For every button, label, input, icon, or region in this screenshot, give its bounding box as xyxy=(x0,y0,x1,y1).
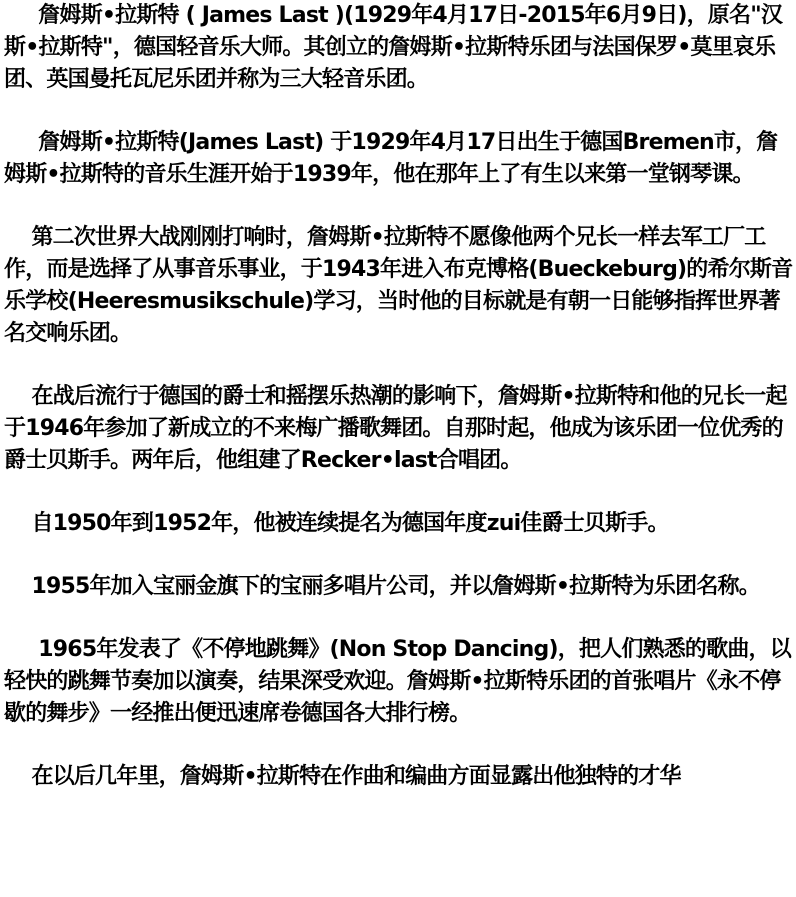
paragraph-postwar: 在战后流行于德国的爵士和摇摆乐热潮的影响下，詹姆斯•拉斯特和他的兄长一起于1946年参加了新成立的不来梅广播歌舞团。自那时起，他成为该乐团一位优秀的爵士贝斯手。两年后，他组建了Recker•last合唱团。 xyxy=(4,384,787,473)
paragraph-wartime: 第二次世界大战刚刚打响时，詹姆斯•拉斯特不愿像他两个兄长一样去军工厂工作，而是选择了从事音乐事业，于1943年进入布克博格(Bueckeburg)的希尔斯音乐学校(Heeresmusikschule)学习，当时他的目标就是有朝一日能够指挥世界著名交响乐团。 xyxy=(4,225,793,346)
paragraph-intro: 詹姆斯•拉斯特 ( James Last )(1929年4月17日-2015年6月9日)，原名"汉斯•拉斯特"，德国轻音乐大师。其创立的詹姆斯•拉斯特乐团与法国保罗•莫里哀乐团、英国曼托瓦尼乐团并称为三大轻音乐团。 xyxy=(4,3,783,92)
paragraph-birth: 詹姆斯•拉斯特(James Last) 于1929年4月17日出生于德国Bremen市，詹姆斯•拉斯特的音乐生涯开始于1939年，他在那年上了有生以来第一堂钢琴课。 xyxy=(4,130,778,187)
paragraph-nomination: 自1950年到1952年，他被连续提名为德国年度zui佳爵士贝斯手。 xyxy=(4,511,669,536)
article-body xyxy=(4,0,794,793)
paragraph-non-stop-dancing: 1965年发表了《不停地跳舞》(Non Stop Dancing)，把人们熟悉的歌曲，以轻快的跳舞节奏加以演奏，结果深受欢迎。詹姆斯•拉斯特乐团的首张唱片《永不停歇的舞步》一经推出便迅速席卷德国各大排行榜。 xyxy=(4,637,791,726)
paragraph-later-years: 在以后几年里，詹姆斯•拉斯特在作曲和编曲方面显露出他独特的才华 xyxy=(4,764,681,789)
paragraph-polydor: 1955年加入宝丽金旗下的宝丽多唱片公司，并以詹姆斯•拉斯特为乐团名称。 xyxy=(4,574,760,599)
